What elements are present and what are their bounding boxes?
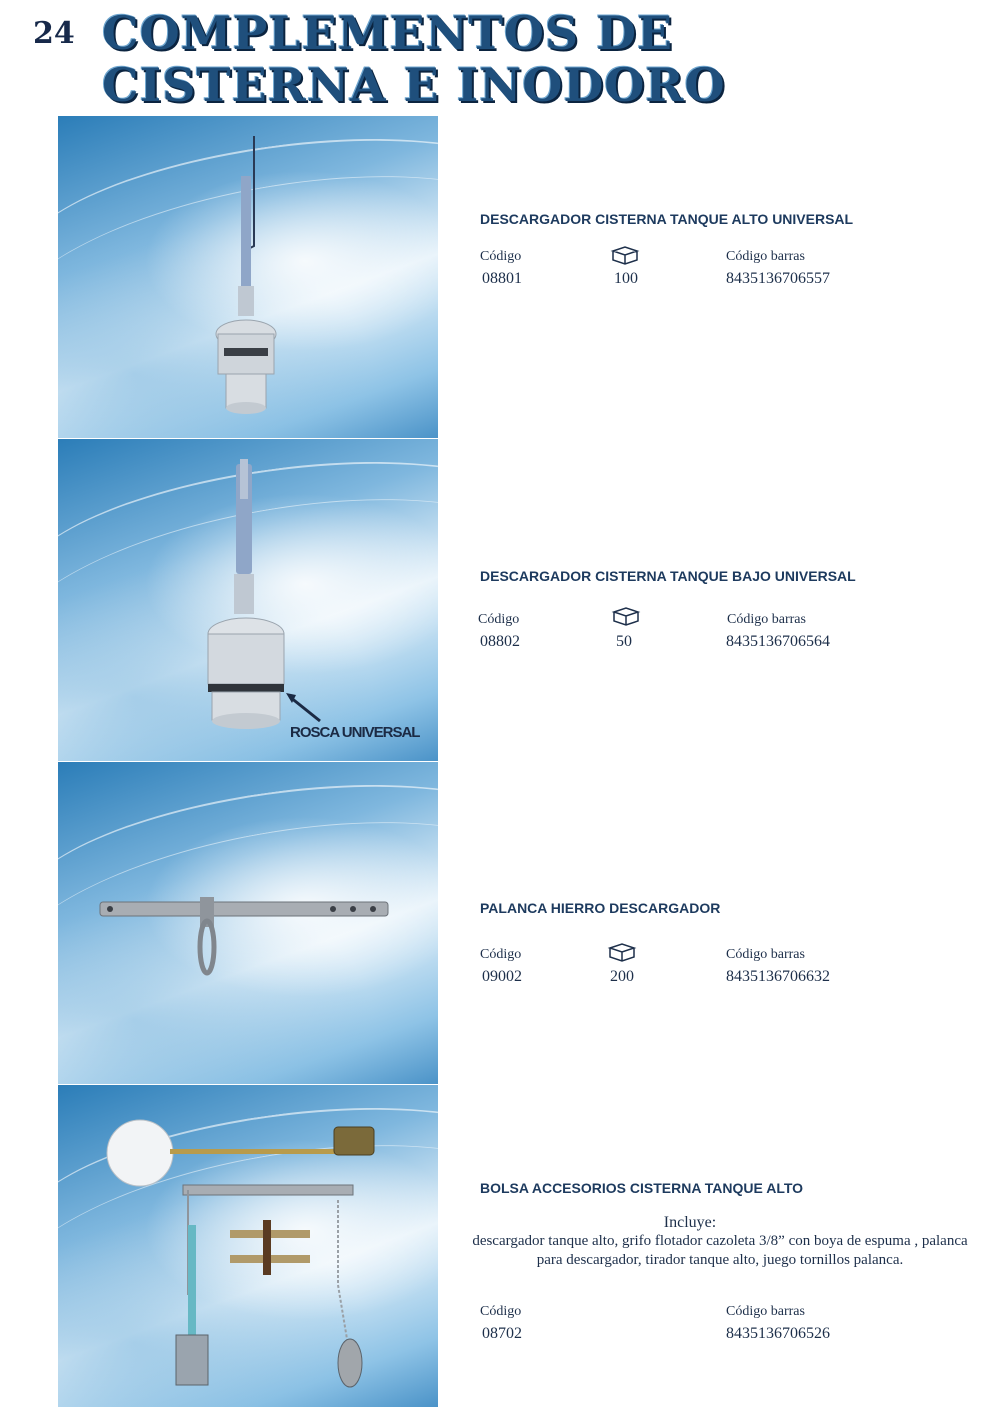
code-label: Código xyxy=(480,1304,522,1319)
box-icon xyxy=(607,942,637,962)
box-icon xyxy=(610,245,640,265)
product-title: PALANCA HIERRO DESCARGADOR xyxy=(480,900,721,916)
product-photo-08802 xyxy=(58,439,438,761)
page-number: 24 xyxy=(33,16,75,51)
code-label: Código xyxy=(478,612,520,627)
product-photo-09002 xyxy=(58,762,438,1084)
product-barcode: 8435136706557 xyxy=(726,270,830,287)
product-units: 100 xyxy=(614,270,638,287)
barcode-label: Código barras xyxy=(726,947,805,962)
product-code: 08702 xyxy=(482,1325,522,1342)
product-code: 08801 xyxy=(482,270,522,287)
product-code: 09002 xyxy=(482,968,522,985)
product-units: 50 xyxy=(616,633,632,650)
barcode-label: Código barras xyxy=(727,612,806,627)
product-title: DESCARGADOR CISTERNA TANQUE ALTO UNIVERSAL xyxy=(480,211,854,227)
page-title-line-1: COMPLEMENTOS DE xyxy=(102,6,674,60)
code-label: Código xyxy=(480,249,522,264)
product-barcode: 8435136706632 xyxy=(726,968,830,985)
product-barcode: 8435136706526 xyxy=(726,1325,830,1342)
product-title: DESCARGADOR CISTERNA TANQUE BAJO UNIVERSAL xyxy=(480,568,856,584)
product-barcode: 8435136706564 xyxy=(726,633,830,650)
barcode-label: Código barras xyxy=(726,249,805,264)
code-label: Código xyxy=(480,947,522,962)
product-photo-08702 xyxy=(58,1085,438,1407)
includes-title: Incluye: xyxy=(663,1214,717,1231)
barcode-label: Código barras xyxy=(726,1304,805,1319)
product-photo-08801 xyxy=(58,116,438,438)
photo-label: ROSCA UNIVERSAL xyxy=(290,724,420,741)
product-code: 08802 xyxy=(480,633,520,650)
includes-text: descargador tanque alto, grifo flotador cazoleta 3/8” con boya de espuma , palanca para descargador, tirador tanque alto, juego tornillos palanca. xyxy=(472,1233,968,1268)
page-title-line-2: CISTERNA E INODORO xyxy=(102,58,726,112)
box-icon xyxy=(611,606,641,626)
product-title: BOLSA ACCESORIOS CISTERNA TANQUE ALTO xyxy=(480,1180,804,1196)
product-units: 200 xyxy=(610,968,634,985)
